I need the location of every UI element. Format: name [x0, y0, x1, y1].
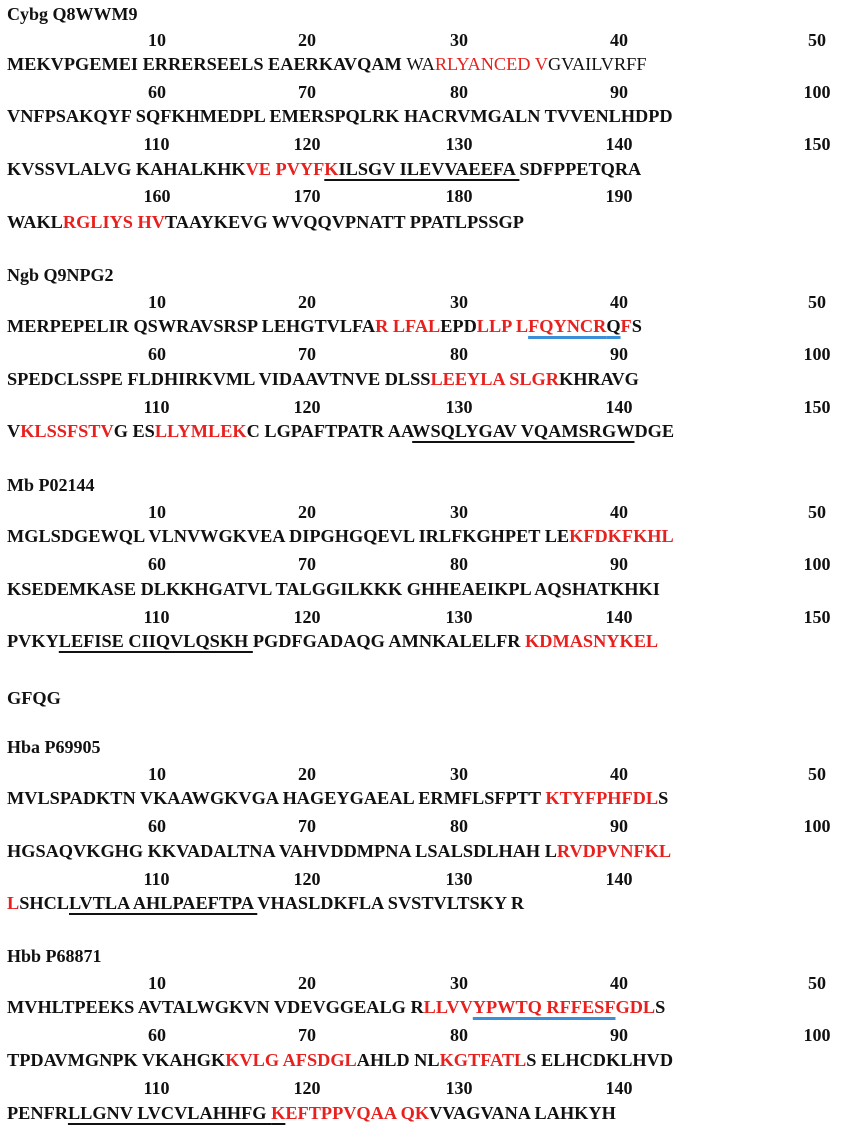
sequence-segment: MEKVPGEMEI ERRERSEELS EAERKAVQAM: [7, 54, 407, 74]
sequence-segment: SPEDCLSSPE FLDHIRKVML VIDAAVTNVE DLSS: [7, 369, 431, 389]
highlighted-segment: KDMASNYKEL: [525, 631, 659, 651]
residue-number: 120: [293, 869, 321, 889]
residue-number: 150: [803, 134, 831, 154]
residue-number: 120: [293, 607, 321, 627]
highlighted-segment: VE PVYF: [245, 159, 325, 179]
sequence-segment: PENFR: [7, 1103, 68, 1123]
sequence-segment: MERPEPELIR QSWRAVSRSP LEHGTVLFA: [7, 316, 376, 336]
highlighted-segment: LEFISE CIIQVLQSKH: [58, 631, 253, 651]
residue-number: 160: [143, 186, 171, 206]
sequence-segment: G ES: [113, 421, 155, 441]
residue-number: 100: [803, 1025, 831, 1045]
sequence-segment: TPDAVMGNPK VKAHGK: [7, 1050, 226, 1070]
residue-number: 70: [298, 816, 316, 836]
residue-number: 80: [450, 816, 468, 836]
residue-number: 90: [610, 344, 628, 364]
sequence-segment: SHCL: [19, 893, 69, 913]
residue-number: 100: [803, 344, 831, 364]
sequence-line: [7, 630, 658, 652]
residue-number: 90: [610, 554, 628, 574]
sequence-segment: MVLSPADKTN VKAAWGKVGA HAGEYGAEAL ERMFLSFPTT: [7, 788, 546, 808]
residue-number: 130: [445, 397, 473, 417]
highlighted-segment: YPWTQ RFFESF: [472, 997, 616, 1017]
sequence-line: [7, 53, 647, 75]
protein-title: Mb P02144: [7, 475, 95, 495]
residue-number: 30: [450, 764, 468, 784]
highlighted-segment: ILSGV ILEVVAEEFA: [338, 159, 520, 179]
sequence-segment: MGLSDGEWQL VLNVWGKVEA DIPGHGQEVL IRLFKGHPET LE: [7, 526, 570, 546]
residue-number: 140: [605, 134, 633, 154]
residue-number: 70: [298, 554, 316, 574]
highlighted-segment: KFDKFKHL: [569, 526, 674, 546]
residue-number: 40: [610, 973, 628, 993]
highlighted-segment: F: [620, 316, 632, 336]
sequence-segment: DGE: [634, 421, 675, 441]
residue-number: 130: [445, 1078, 473, 1098]
residue-number: 110: [143, 1078, 170, 1098]
residue-number: 30: [450, 973, 468, 993]
residue-number: 130: [445, 134, 473, 154]
sequence-segment: PGDFGADAQG AMNKALELFR: [252, 631, 526, 651]
residue-number: 130: [445, 607, 473, 627]
highlighted-segment: FQYNCR: [528, 316, 607, 336]
residue-number: 190: [605, 186, 633, 206]
residue-number: 90: [610, 82, 628, 102]
residue-number: 130: [445, 869, 473, 889]
highlighted-segment: LLVV: [423, 997, 473, 1017]
residue-number: 140: [605, 607, 633, 627]
residue-number: 30: [450, 292, 468, 312]
residue-number: 60: [148, 82, 166, 102]
sequence-line: [7, 996, 665, 1018]
residue-number: 90: [610, 816, 628, 836]
sequence-segment: S ELHCDKLHVD: [526, 1050, 674, 1070]
highlighted-segment: Q: [606, 316, 621, 336]
residue-number: 20: [298, 973, 316, 993]
sequence-line: [7, 1049, 673, 1071]
highlighted-segment: K: [324, 159, 339, 179]
sequence-line: [7, 892, 524, 914]
highlighted-segment: RGLIYS HV: [62, 212, 165, 232]
sequence-segment: VHASLDKFLA SVSTVLTSKY R: [257, 893, 525, 913]
residue-number: 50: [808, 973, 826, 993]
residue-number: 150: [803, 397, 831, 417]
sequence-line: [7, 105, 673, 127]
residue-number: 70: [298, 344, 316, 364]
residue-number: 20: [298, 30, 316, 50]
sequence-line: [7, 840, 671, 862]
residue-number: 20: [298, 292, 316, 312]
residue-number: 50: [808, 502, 826, 522]
sequence-line: [7, 420, 674, 442]
residue-number: 10: [148, 973, 166, 993]
residue-number: 40: [610, 764, 628, 784]
residue-number: 30: [450, 502, 468, 522]
residue-number: 110: [143, 397, 170, 417]
sequence-segment: KVSSVLALVG KAHALKHK: [7, 159, 246, 179]
residue-number: 100: [803, 82, 831, 102]
residue-number: 40: [610, 292, 628, 312]
sequence-line: [7, 578, 660, 600]
sequence-segment: S: [655, 997, 666, 1017]
sequence-line: [7, 211, 524, 233]
sequence-line: [7, 525, 674, 547]
highlighted-segment: KLSSFSTV: [20, 421, 114, 441]
residue-number: 30: [450, 30, 468, 50]
residue-number: 110: [143, 134, 170, 154]
residue-number: 50: [808, 764, 826, 784]
residue-number: 10: [148, 502, 166, 522]
sequence-segment: GFQG: [7, 688, 61, 708]
protein-title: Hbb P68871: [7, 946, 102, 966]
protein-title: Ngb Q9NPG2: [7, 265, 114, 285]
sequence-segment: WAKL: [7, 212, 63, 232]
residue-number: 100: [803, 554, 831, 574]
residue-number: 60: [148, 1025, 166, 1045]
residue-number: 110: [143, 607, 170, 627]
residue-number: 10: [148, 30, 166, 50]
residue-number: 100: [803, 816, 831, 836]
protein-title: Cybg Q8WWM9: [7, 4, 138, 24]
residue-number: 60: [148, 554, 166, 574]
sequence-segment: HGSAQVKGHG KKVADALTNA VAHVDDMPNA LSALSDLHAH L: [7, 841, 557, 861]
residue-number: 110: [143, 869, 170, 889]
highlighted-segment: GVAILVRFF: [547, 54, 647, 74]
protein-title: Hba P69905: [7, 737, 101, 757]
sequence-line: [7, 1102, 616, 1124]
highlighted-segment: LLGNV LVCVLAHHFG: [67, 1103, 272, 1123]
sequence-segment: PVKY: [7, 631, 59, 651]
highlighted-segment: LLP L: [476, 316, 529, 336]
residue-number: 140: [605, 397, 633, 417]
residue-number: 70: [298, 82, 316, 102]
residue-number: 20: [298, 502, 316, 522]
highlighted-segment: EFTPPVQAA QK: [285, 1103, 430, 1123]
sequence-line: [7, 315, 642, 337]
sequence-segment: SDFPPETQRA: [519, 159, 642, 179]
residue-number: 50: [808, 30, 826, 50]
residue-number: 40: [610, 502, 628, 522]
residue-number: 80: [450, 344, 468, 364]
residue-number: 40: [610, 30, 628, 50]
residue-number: 10: [148, 764, 166, 784]
highlighted-segment: KGTFATL: [439, 1050, 527, 1070]
residue-number: 80: [450, 1025, 468, 1045]
residue-number: 180: [445, 186, 473, 206]
highlighted-segment: WA: [406, 54, 435, 74]
sequence-segment: AHLD NL: [356, 1050, 440, 1070]
sequence-segment: VVAGVANA LAHKYH: [429, 1103, 616, 1123]
highlighted-segment: GDL: [615, 997, 656, 1017]
residue-number: 140: [605, 869, 633, 889]
sequence-segment: KSEDEMKASE DLKKHGATVL TALGGILKKK GHHEAEIKPL AQSHATKHKI: [7, 579, 660, 599]
residue-number: 60: [148, 816, 166, 836]
highlighted-segment: L: [7, 893, 20, 913]
sequence-segment: V: [7, 421, 21, 441]
residue-number: 170: [293, 186, 321, 206]
highlighted-segment: KVLG AFSDGL: [225, 1050, 357, 1070]
sequence-line: [7, 368, 639, 390]
sequence-line: [7, 158, 641, 180]
sequence-segment: VNFPSAKQYF SQFKHMEDPL EMERSPQLRK HACRVMGALN TVVENLHDPD: [7, 106, 673, 126]
residue-number: 80: [450, 554, 468, 574]
sequence-line: [7, 687, 61, 709]
highlighted-segment: LLYMLEK: [154, 421, 247, 441]
residue-number: 50: [808, 292, 826, 312]
sequence-segment: S: [631, 316, 642, 336]
residue-number: 120: [293, 1078, 321, 1098]
highlighted-segment: KTYFPHFDL: [545, 788, 659, 808]
residue-number: 120: [293, 397, 321, 417]
residue-number: 90: [610, 1025, 628, 1045]
residue-number: 80: [450, 82, 468, 102]
residue-number: 10: [148, 292, 166, 312]
residue-number: 150: [803, 607, 831, 627]
residue-number: 60: [148, 344, 166, 364]
residue-number: 120: [293, 134, 321, 154]
highlighted-segment: K: [271, 1103, 286, 1123]
highlighted-segment: RLYANCED V: [434, 54, 548, 74]
sequence-segment: TAAYKEVG WVQQVPNATT PPATLPSSGP: [164, 212, 524, 232]
residue-number: 140: [605, 1078, 633, 1098]
sequence-segment: EPD: [440, 316, 477, 336]
sequence-segment: C LGPAFTPATR AA: [246, 421, 413, 441]
residue-number: 70: [298, 1025, 316, 1045]
sequence-segment: S: [658, 788, 669, 808]
sequence-segment: MVHLTPEEKS AVTALWGKVN VDEVGGEALG R: [7, 997, 424, 1017]
highlighted-segment: LEEYLA SLGR: [430, 369, 559, 389]
sequence-segment: KHRAVG: [558, 369, 639, 389]
residue-number: 20: [298, 764, 316, 784]
highlighted-segment: R LFAL: [375, 316, 441, 336]
highlighted-segment: WSQLYGAV VQAMSRGW: [412, 421, 635, 441]
highlighted-segment: RVDPVNFKL: [556, 841, 672, 861]
highlighted-segment: LVTLA AHLPAEFTPA: [69, 893, 258, 913]
sequence-line: [7, 787, 668, 809]
